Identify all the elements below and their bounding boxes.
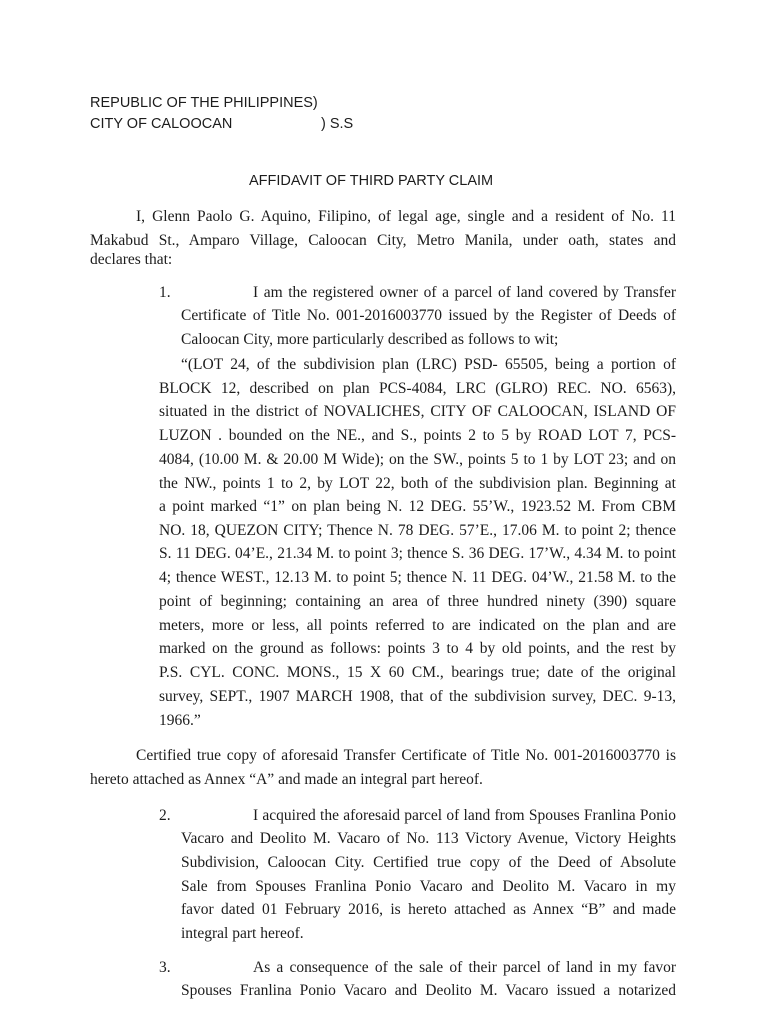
quote-line: “(LOT 24, of the subdivision plan (LRC) PSD- 65505, being a portion of	[181, 356, 676, 373]
intro-line-2: Makabud St., Amparo Village, Caloocan City, Metro Manila, under oath, states and	[90, 232, 676, 249]
item-3-line: As a consequence of the sale of their parcel of land in my favor	[253, 959, 676, 976]
caption-city: CITY OF CALOOCAN	[90, 116, 233, 132]
item-2-line: I acquired the aforesaid parcel of land from Spouses Franlina Ponio	[253, 807, 676, 824]
intro-line-3: declares that:	[90, 251, 173, 268]
quote-line: 1966.”	[159, 712, 201, 729]
certified-line-2: hereto attached as Annex “A” and made an integral part hereof.	[90, 771, 483, 788]
quote-line: meters, more or less, all points referred to are indicated on the plan and are	[159, 617, 676, 634]
item-2-line: Subdivision, Caloocan City. Certified true copy of the Deed of Absolute	[181, 854, 676, 871]
quote-line: 4; thence WEST., 12.13 M. to point 5; thence N. 11 DEG. 04’W., 21.58 M. to the	[159, 569, 676, 586]
item-2-line: Vacaro and Deolito M. Vacaro of No. 113 Victory Avenue, Victory Heights	[181, 830, 676, 847]
quote-line: marked on the ground as follows: points 3 to 4 by old points, and the rest by	[159, 640, 676, 657]
quote-line: survey, SEPT., 1907 MARCH 1908, that of the subdivision survey, DEC. 9-13,	[159, 688, 676, 705]
certified-line-1: Certified true copy of aforesaid Transfer Certificate of Title No. 001-2016003770 is	[136, 747, 676, 764]
quote-line: 4084, (10.00 M. & 20.00 M Wide); on the SW., points 5 to 1 by LOT 23; and on	[159, 451, 676, 468]
quote-line: NO. 18, QUEZON CITY; Thence N. 78 DEG. 57’E., 17.06 M. to point 2; thence	[159, 522, 676, 539]
quote-line: P.S. CYL. CONC. MONS., 15 X 60 CM., bearings true; date of the original	[159, 664, 676, 681]
intro-line-1: I, Glenn Paolo G. Aquino, Filipino, of legal age, single and a resident of No. 11	[136, 208, 676, 225]
quote-line: BLOCK 12, described on plan PCS-4084, LRC (GLRO) REC. NO. 6563),	[159, 380, 676, 397]
item-3-number: 3.	[159, 959, 171, 976]
quote-line: point of beginning; containing an area of three hundred ninety (390) square	[159, 593, 676, 610]
quote-line: the NW., points 1 to 2, by LOT 22, both of the subdivision plan. Beginning at	[159, 475, 676, 492]
quote-line: situated in the district of NOVALICHES, CITY OF CALOOCAN, ISLAND OF	[159, 403, 676, 420]
caption-ss: ) S.S	[321, 116, 354, 132]
item-2-line: Sale from Spouses Franlina Ponio Vacaro and Deolito M. Vacaro in my	[181, 878, 676, 895]
item-1-line: I am the registered owner of a parcel of land covered by Transfer	[253, 284, 676, 301]
item-1-line: Certificate of Title No. 001-2016003770 issued by the Register of Deeds of	[181, 307, 676, 324]
quote-line: LUZON . bounded on the NE., and S., points 2 to 5 by ROAD LOT 7, PCS-	[159, 427, 676, 444]
item-2-number: 2.	[159, 807, 171, 824]
item-3-line: Spouses Franlina Ponio Vacaro and Deolito M. Vacaro issued a notarized	[181, 982, 676, 999]
item-1-line: Caloocan City, more particularly described as follows to wit;	[181, 331, 559, 348]
quote-line: a point marked “1” on plan being N. 12 DEG. 55’W., 1923.52 M. From CBM	[159, 498, 676, 515]
item-1-number: 1.	[159, 284, 171, 301]
quote-line: S. 11 DEG. 04’E., 21.34 M. to point 3; thence S. 36 DEG. 17’W., 4.34 M. to point	[159, 545, 676, 562]
item-2-line: favor dated 01 February 2016, is hereto attached as Annex “B” and made	[181, 901, 676, 918]
item-2-line: integral part hereof.	[181, 925, 304, 942]
caption-republic: REPUBLIC OF THE PHILIPPINES)	[90, 95, 318, 111]
document-title: AFFIDAVIT OF THIRD PARTY CLAIM	[249, 173, 494, 189]
